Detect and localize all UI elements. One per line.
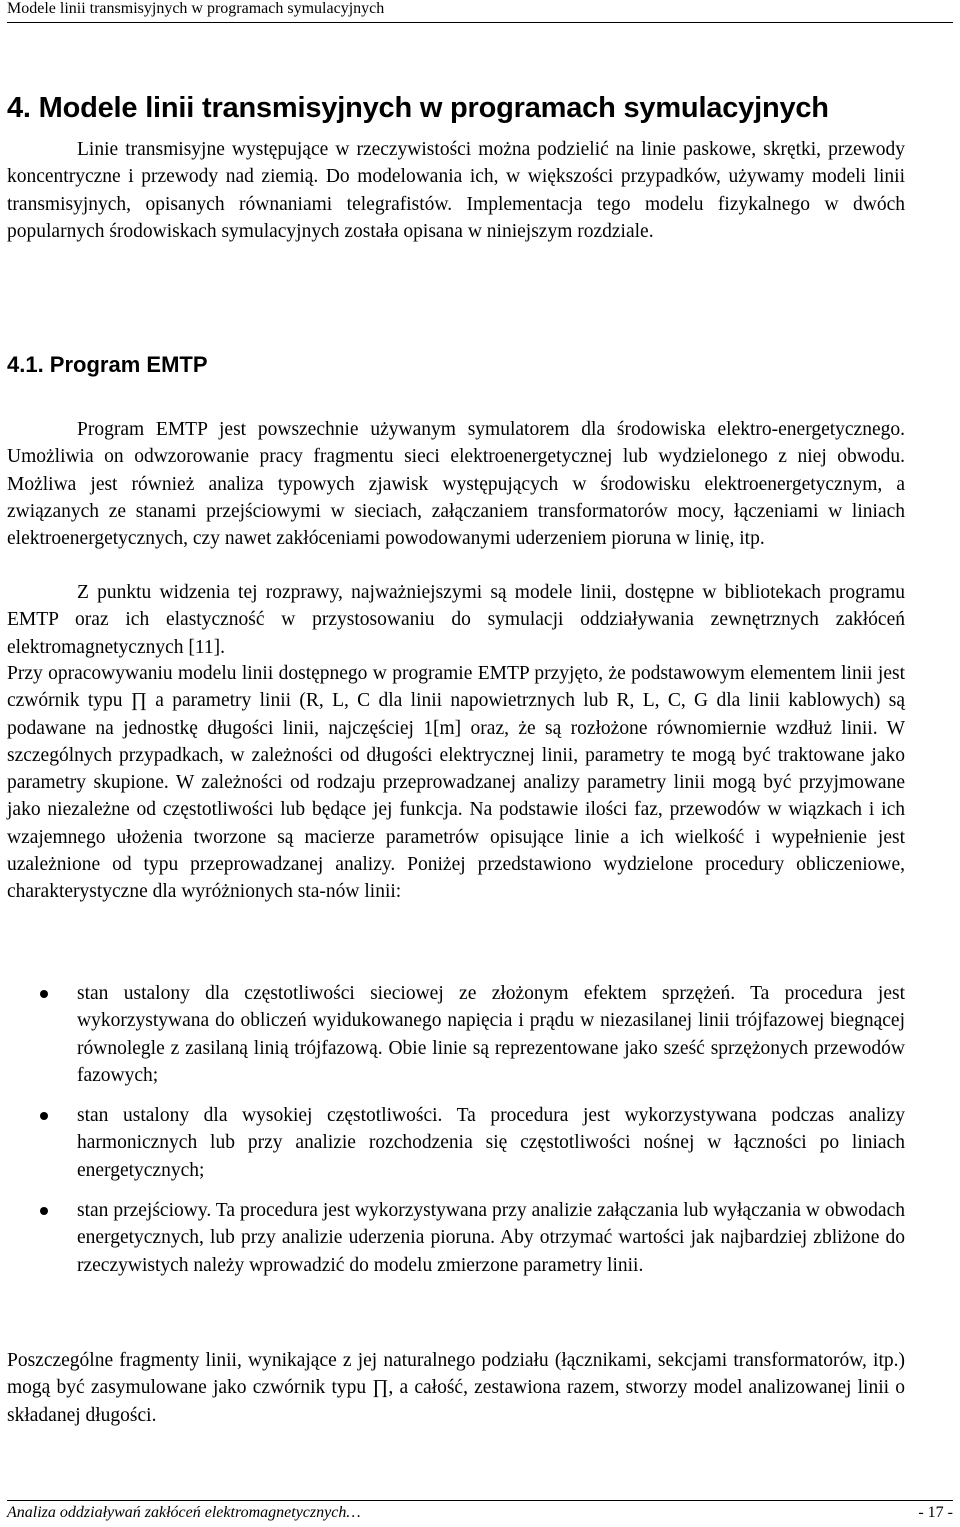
bullet-icon — [40, 990, 48, 998]
footer-divider — [7, 1500, 953, 1501]
running-header — [7, 0, 953, 23]
intro-paragraph: Linie transmisyjne występujące w rzeczywistości można podzielić na linie paskowe, skrętki, przewody koncentryczne i przewody nad ziemią. Do modelowania ich, w większości przypadków, używamy modeli linii transmisyjnych, opisanych równaniami telegrafistów. Implementacja tego modelu fizykalnego w dwóch popularnych środowiskach symulacyjnych została opisana w niniejszym rozdziale. — [7, 139, 905, 242]
section-paragraph-4: Poszczególne fragmenty linii, wynikające z jej naturalnego podziału (łącznikami, sekcjami transformatorów, itp.) mogą być zasymulowane jako czwórnik typu ∏, a całość, zestawiona razem, stworzy model analizowanej linii o składanej długości. — [7, 1350, 905, 1426]
list-item-text: stan przejściowy. Ta procedura jest wykorzystywana przy analizie załączania lub wyłączania w obwodach energetycznych, lub przy analizie uderzenia pioruna. Aby otrzymać wartości jak najbardziej zbliżone do rzeczywistych należy wprowadzić do modelu zmierzone parametry linii. — [77, 1200, 905, 1276]
running-title: Modele linii transmisyjnych w programach symulacyjnych — [7, 0, 385, 17]
footer-title: Analiza oddziaływań zakłóceń elektromagnetycznych… — [7, 1504, 361, 1521]
chapter-title: 4. Modele linii transmisyjnych w programach symulacyjnych — [7, 92, 829, 124]
bullet-icon — [40, 1112, 48, 1120]
page-number: - 17 - — [918, 1504, 953, 1521]
bullet-icon — [40, 1207, 48, 1215]
list-item-text: stan ustalony dla częstotliwości sieciowej ze złożonym efektem sprzężeń. Ta procedura jest wykorzystywana do obliczeń wyidukowanego napięcia i prądu w niezasilanej linii trójfazowej biegnącej równolegle z zasilaną linią trójfazową. Obie linie są reprezentowane jako sześć sprzężonych przewodów fazowych; — [77, 983, 905, 1086]
section-title: 4.1. Program EMTP — [7, 352, 208, 377]
list-item-text: stan ustalony dla wysokiej częstotliwości. Ta procedura jest wykorzystywana podczas analizy harmonicznych lub przy analizie rozchodzenia się częstotliwości nośnej w łączności po liniach energetycznych; — [77, 1105, 905, 1181]
section-paragraph-1: Program EMTP jest powszechnie używanym symulatorem dla środowiska elektro-energetycznego. Umożliwia on odwzorowanie pracy fragmentu sieci elektroenergetycznej lub wydzielonego z niej obwodu. Możliwa jest również analiza typowych zjawisk występujących w środowisku elektroenergetycznym, a związanych ze stanami przejściowymi w sieciach, załączaniem transformatorów mocy, łączeniami w liniach elektroenergetycznych, czy nawet zakłóceniami powodowanymi uderzeniem pioruna w linię, itp. — [7, 419, 905, 550]
section-paragraph-2: Z punktu widzenia tej rozprawy, najważniejszymi są modele linii, dostępne w bibliotekach programu EMTP oraz ich elastyczność w przystosowaniu do symulacji oddziaływania zewnętrznych zakłóceń elektromagnetycznych [11]. — [7, 582, 905, 658]
section-paragraph-3: Przy opracowywaniu modelu linii dostępnego w programie EMTP przyjęto, że podstawowym elementem linii jest czwórnik typu ∏ a parametry linii (R, L, C dla linii napowietrznych lub R, L, C, G dla linii kablowych) są podawane na jednostkę długości linii, najczęściej 1[m] oraz, że są rozłożone równomiernie wzdłuż linii. W szczególnych przypadkach, w zależności od długości elektrycznej linii, parametry te mogą być traktowane jako parametry skupione. W zależności od rodzaju przeprowadzanej analizy parametry linii mogą być przyjmowane jako niezależne od częstotliwości lub będące jej funkcja. Na podstawie ilości faz, przewodów w wiązkach i ich wzajemnego ułożenia tworzone są macierze parametrów opisujące linie a ich wielkość i wypełnienie jest uzależnione od typu przeprowadzanej analizy. Poniżej przedstawiono wydzielone procedury obliczeniowe, charakterystyczne dla wyróżnionych sta-nów linii: — [7, 663, 905, 903]
